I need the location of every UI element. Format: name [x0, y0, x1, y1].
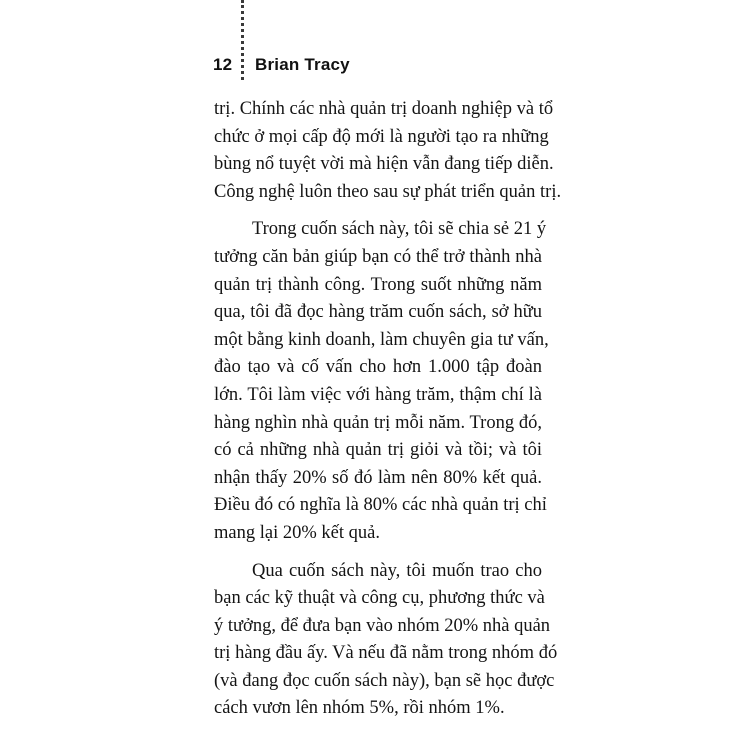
- header-dotted-divider: [241, 0, 244, 80]
- text-line: lớn. Tôi làm việc với hàng trăm, thậm chí là: [214, 384, 542, 405]
- text-line: quản trị thành công. Trong suốt những năm: [214, 274, 542, 295]
- text-line: Điều đó có nghĩa là 80% các nhà quản trị chỉ: [214, 495, 547, 516]
- paragraph-3: [214, 558, 558, 724]
- text-line: Trong cuốn sách này, tôi sẽ chia sẻ 21 ý: [252, 219, 547, 240]
- text-line: Công nghệ luôn theo sau sự phát triển quản trị.: [214, 181, 562, 202]
- text-line: nhận thấy 20% số đó làm nên 80% kết quả.: [214, 467, 542, 488]
- text-line: một bằng kinh doanh, làm chuyên gia tư vấn,: [214, 329, 549, 350]
- text-line: Qua cuốn sách này, tôi muốn trao cho: [252, 560, 542, 581]
- text-line: qua, tôi đã đọc hàng trăm cuốn sách, sở hữu: [214, 302, 542, 323]
- text-line: trị hàng đầu ấy. Và nếu đã nằm trong nhóm đó: [214, 643, 558, 664]
- text-line: có cả những nhà quản trị giỏi và tồi; và tôi: [214, 440, 542, 461]
- text-line: trị. Chính các nhà quản trị doanh nghiệp và tổ: [214, 99, 554, 119]
- text-line: tưởng căn bản giúp bạn có thể trở thành nhà: [214, 246, 542, 267]
- text-line: mang lại 20% kết quả.: [214, 522, 380, 543]
- page-number: 12: [213, 55, 233, 74]
- text-line: (và đang đọc cuốn sách này), bạn sẽ học được: [214, 670, 555, 691]
- text-line: đào tạo và cố vấn cho hơn 1.000 tập đoàn: [214, 357, 542, 378]
- text-line: bùng nổ tuyệt vời mà hiện vẫn đang tiếp diễn.: [214, 154, 554, 175]
- text-line: chức ở mọi cấp độ mới là người tạo ra những: [214, 126, 549, 147]
- text-line: bạn các kỹ thuật và công cụ, phương thức và: [214, 588, 545, 609]
- author-name: Brian Tracy: [255, 55, 350, 74]
- paragraph-2: [214, 216, 549, 547]
- text-line: cách vươn lên nhóm 5%, rồi nhóm 1%.: [214, 698, 505, 719]
- page-body: [214, 96, 562, 723]
- text-line: ý tưởng, để đưa bạn vào nhóm 20% nhà quản: [214, 615, 551, 636]
- paragraph-1: [214, 96, 562, 206]
- text-line: hàng nghìn nhà quản trị mỗi năm. Trong đó,: [214, 412, 542, 433]
